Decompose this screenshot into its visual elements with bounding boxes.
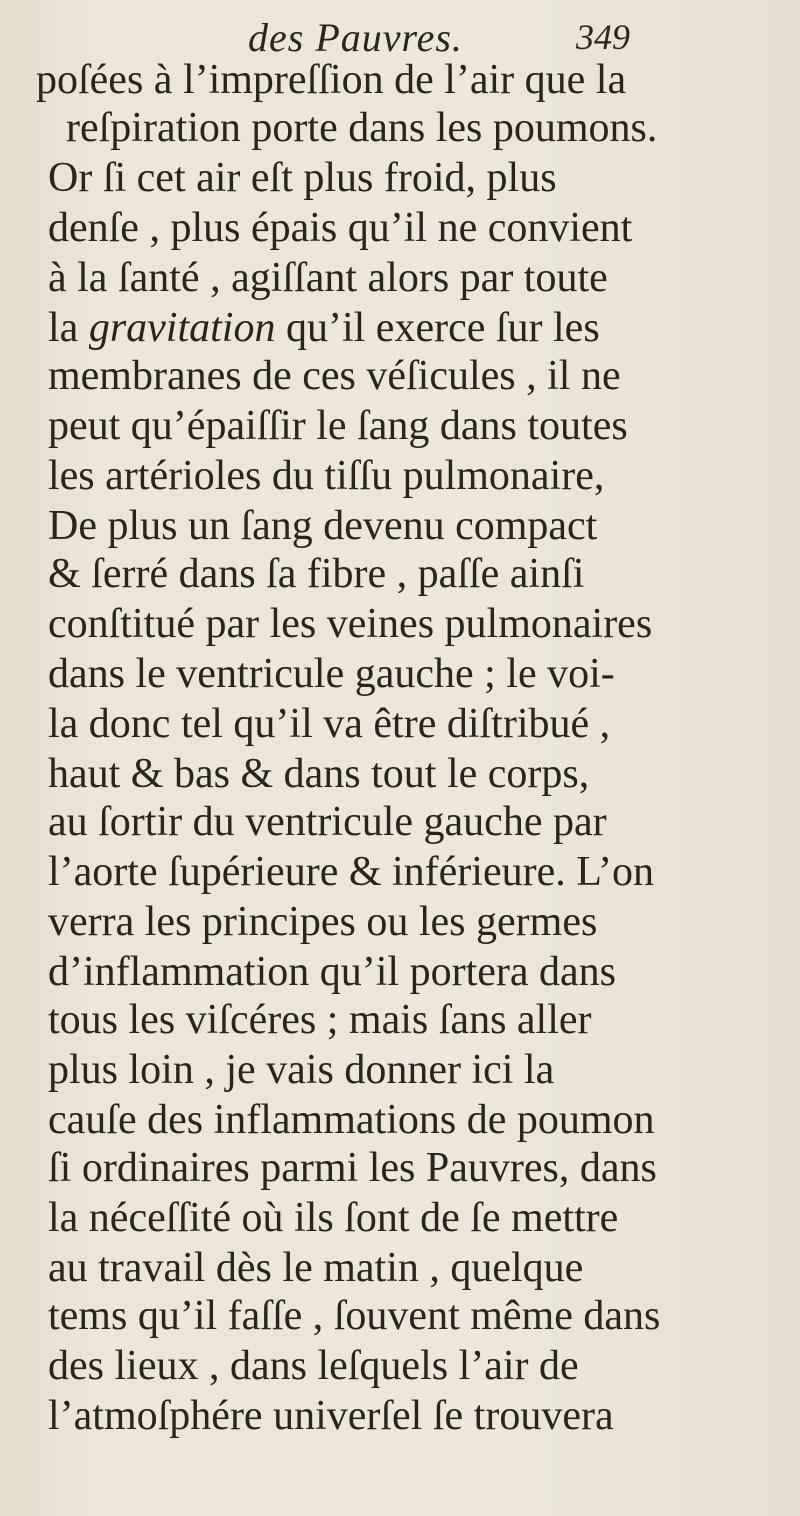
text-line: De plus un ſang devenu compact bbox=[48, 503, 598, 549]
text-line: peut qu’épaiſſir le ſang dans toutes bbox=[48, 403, 628, 449]
running-title: des Pauvres. bbox=[248, 15, 463, 60]
text-line: denſe , plus épais qu’il ne convient bbox=[48, 205, 633, 251]
text-line: la donc tel qu’il va être diſtribué , bbox=[48, 701, 611, 747]
text-line: conſtitué par les veines pulmonaires bbox=[48, 601, 653, 647]
text-line: au travail dès le matin , quelque bbox=[48, 1245, 584, 1291]
text-line: plus loin , je vais donner ici la bbox=[48, 1047, 555, 1093]
text-line: à la ſanté , agiſſant alors par toute bbox=[48, 255, 608, 301]
text-line: membranes de ces véſicules , il ne bbox=[48, 353, 621, 399]
text-line: haut & bas & dans tout le corps, bbox=[48, 751, 590, 797]
text-segment: qu’il exerce ſur les bbox=[275, 305, 600, 351]
text-line: au ſortir du ventricule gauche par bbox=[48, 799, 607, 845]
text-line: verra les principes ou les germes bbox=[48, 899, 598, 945]
text-line: les artérioles du tiſſu pulmonaire, bbox=[48, 453, 605, 499]
text-line: tous les viſcéres ; mais ſans aller bbox=[48, 997, 592, 1043]
text-line: poſées à l’impreſſion de l’air que la bbox=[36, 57, 627, 103]
text-line: reſpiration porte dans les poumons. bbox=[66, 105, 658, 151]
text-line: ſi ordinaires parmi les Pauvres, dans bbox=[48, 1145, 657, 1191]
italic-term: gravitation bbox=[88, 305, 276, 351]
text-line: d’inflammation qu’il portera dans bbox=[48, 949, 617, 995]
text-segment: la bbox=[48, 305, 89, 351]
text-line: tems qu’il faſſe , ſouvent même dans bbox=[48, 1293, 661, 1339]
page-number: 349 bbox=[576, 17, 630, 57]
text-line: des lieux , dans leſquels l’air de bbox=[48, 1343, 579, 1389]
text-line: & ſerré dans ſa fibre , paſſe ainſi bbox=[48, 551, 585, 597]
text-line: la néceſſité où ils ſont de ſe mettre bbox=[48, 1195, 619, 1241]
text-line: l’aorte ſupérieure & inférieure. L’on bbox=[48, 849, 655, 895]
text-line: Or ſi cet air eſt plus froid, plus bbox=[48, 155, 557, 201]
text-line: dans le ventricule gauche ; le voi- bbox=[48, 651, 615, 697]
text-line: cauſe des inflammations de poumon bbox=[48, 1097, 655, 1143]
text-line: l’atmoſphére univerſel ſe trouvera bbox=[48, 1393, 614, 1439]
